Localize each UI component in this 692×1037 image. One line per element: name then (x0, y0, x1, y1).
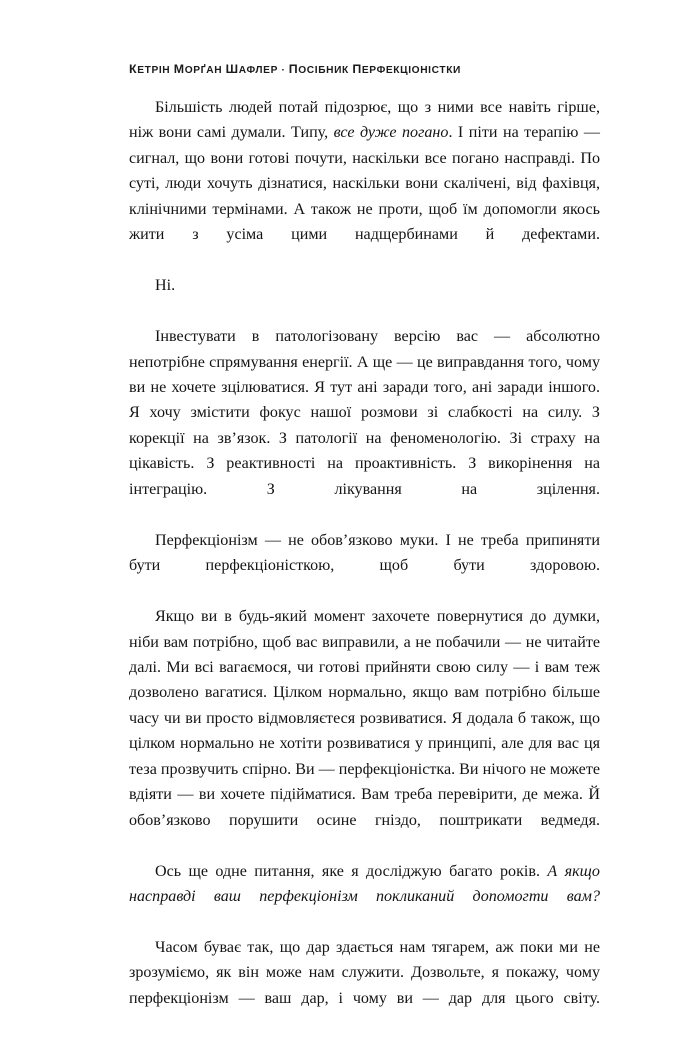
paragraph (129, 273, 600, 324)
paragraph (129, 935, 600, 1037)
running-head-rest: ЕТРІН (137, 65, 171, 76)
running-head-rest: АФЛЕР (238, 65, 278, 76)
paragraph (129, 604, 600, 859)
text-run: . І піти на терапію — сигнал, що вони готові почути, наскільки все погано насправді. По суті, люди хочуть дізнатися, наскільки вони скалічені, від фахівця, клінічними термінами. А також не проти, щоб їм допомогли якось жити з усіма цими надщербинами й дефектами. (129, 124, 601, 244)
body-text (129, 95, 600, 1037)
text-run: Часом буває так, що дар здається нам тягарем, аж поки ми не зрозуміємо, як він може нам служити. Дозвольте, я покажу, чому перфекціонізм — ваш дар, і чому ви — дар для цього світу. (129, 938, 600, 1007)
running-head-initial: К (129, 62, 138, 76)
text-run: Перфекціонізм — не обов’язково муки. І не треба припиняти бути перфекціоністкою, щоб бути здоровою. (129, 531, 600, 575)
text-run: Ось ще одне питання, яке я досліджую багато років. (155, 862, 548, 880)
running-head-rest: ЕРФЕКЦІОНІСТКИ (361, 65, 461, 76)
emphasis-text: А якщо насправді ваш перфекціонізм покликаний допомогти вам? (129, 862, 600, 906)
running-head (129, 62, 599, 76)
paragraph (129, 324, 600, 528)
running-head-initial: П (288, 62, 299, 76)
text-run: Інвестувати в патологізовану версію вас — абсолютно непотрібне спрямування енергії. А ще — це виправдання того, чому ви не хочете зцілюватися. Я тут ані заради того, ані заради іншого. Я хочу змістити фокус нашої розмови зі слабкості на силу. З корекції на зв’язок. З патології на феноменологію. Зі страху на цікавість. З реактивності на проактивність. З викорінення на інтеграцію. З лікування на зцілення. (129, 328, 600, 498)
emphasis-text: все дуже погано (333, 124, 449, 142)
text-run: Більшість людей потай підозрює, що з ними все навіть гірше, ніж вони самі думали. Типу, (129, 99, 600, 142)
text-run: Ні. (155, 277, 176, 295)
running-head-initial: Ш (225, 62, 239, 76)
running-head-initial: П (352, 62, 362, 76)
paragraph (129, 859, 600, 935)
running-head-separator: · (281, 65, 286, 76)
running-head-initial: М (173, 62, 185, 76)
running-head-rest: ОСІБНИК (298, 65, 349, 76)
paragraph (129, 95, 600, 273)
paragraph (129, 528, 600, 604)
text-run: Якщо ви в будь-який момент захочете повернутися до думки, ніби вам потрібно, щоб вас виправили, а не побачили — не читайте далі. Ми всі вагаємося, чи готові прийняти свою силу — і вам теж дозволено вагатися. Цілком нормально, якщо вам потрібно більше часу чи ви просто відмовляєтеся розвиватися. Я додала б також, що цілком нормально не хотіти розвиватися у принципі, але для вас ця теза прозвучить спірно. Ви — перфекціоністка. Ви нічого не можете вдіяти — ви хочете підійматися. Вам треба перевірити, де межа. Й обов’язково порушити осине гніздо, поштрикати ведмедя. (129, 608, 600, 829)
running-head-rest: ОРҐАН (184, 65, 223, 76)
